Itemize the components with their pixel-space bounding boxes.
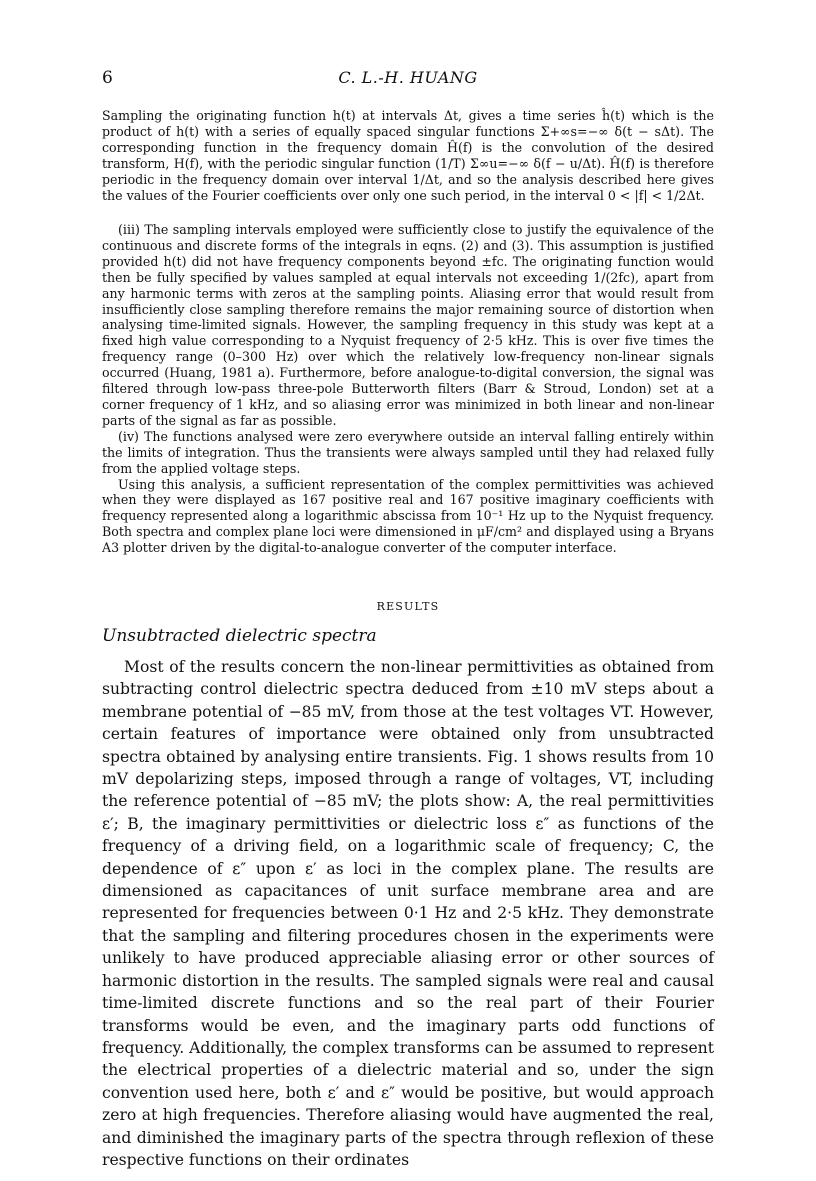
subheading-unsubtracted: Unsubtracted dielectric spectra (102, 626, 377, 646)
paragraph-sampling: Sampling the originating function h(t) at intervals Δt, gives a time series ĥ(t) which is the product of h(t) with a series of equally spaced singular functions Σ+∞s=−∞ δ(t − sΔt). The corresponding function in the frequency domain Ĥ(f) is the convolution of the desired transform, H(f), with the periodic singular function (1/T) Σ∞u=−∞ δ(f − u/Δt). Ĥ(f) is therefore periodic in the frequency domain over interval 1/Δt, and so the analysis described here gives the values of the Fourier coefficients over only one such period, in the interval 0 < |f| < 1/2Δt. (102, 108, 714, 203)
paragraph-condition-iv: (iv) The functions analysed were zero everywhere outside an interval falling entirely within the limits of integration. Thus the transients were always sampled until they had relaxed fully from the applied voltage steps. (102, 428, 714, 476)
paragraph-block-sampling (102, 108, 714, 203)
paragraph-block-conditions (102, 222, 714, 556)
running-head: C. L.-H. HUANG (338, 68, 478, 87)
page-number: 6 (102, 68, 113, 88)
page-header (102, 68, 714, 92)
paragraph-block-results (102, 656, 714, 1171)
paragraph-condition-iii: (iii) The sampling intervals employed were sufficiently close to justify the equivalence of the continuous and discrete forms of the integrals in eqns. (2) and (3). This assumption is justified provided h(t) did not have frequency components beyond ±fc. The originating function would then be fully specified by values sampled at equal intervals not exceeding 1/(2fc), apart from any harmonic terms with zeros at the sampling points. Aliasing error that would result from insufficiently close sampling therefore remains the major remaining source of distortion when analysing time-limited signals. However, the sampling frequency in this study was kept at a fixed high value corresponding to a Nyquist frequency of 2·5 kHz. This is over five times the frequency range (0–300 Hz) over which the relatively low-frequency non-linear signals occurred (Huang, 1981 a). Furthermore, before analogue-to-digital conversion, the signal was filtered through low-pass three-pole Butterworth filters (Barr & Stroud, London) set at a corner frequency of 1 kHz, and so aliasing error was minimized in both linear and non-linear parts of the signal as far as possible. (102, 222, 714, 428)
paragraph-representation: Using this analysis, a sufficient representation of the complex permittivities was achieved when they were displayed as 167 positive real and 167 positive imaginary coefficients with frequency represented along a logarithmic abscissa from 10⁻¹ Hz up to the Nyquist frequency. Both spectra and complex plane loci were dimensioned in μF/cm² and displayed using a Bryans A3 plotter driven by the digital-to-analogue converter of the computer interface. (102, 476, 714, 556)
section-heading-results: RESULTS (376, 600, 440, 613)
paragraph-results: Most of the results concern the non-linear permittivities as obtained from subtracting control dielectric spectra deduced from ±10 mV steps about a membrane potential of −85 mV, from those at the test voltages VT. However, certain features of importance were obtained only from unsubtracted spectra obtained by analysing entire transients. Fig. 1 shows results from 10 mV depolarizing steps, imposed through a range of voltages, VT, including the reference potential of −85 mV; the plots show: A, the real permittivities ε′; B, the imaginary permittivities or dielectric loss ε″ as functions of the frequency of a driving field, on a logarithmic scale of frequency; C, the dependence of ε″ upon ε′ as loci in the complex plane. The results are dimensioned as capacitances of unit surface membrane area and are represented for frequencies between 0·1 Hz and 2·5 kHz. They demonstrate that the sampling and filtering procedures chosen in the experiments were unlikely to have produced appreciable aliasing error or other sources of harmonic distortion in the results. The sampled signals were real and causal time-limited discrete functions and so the real part of their Fourier transforms would be even, and the imaginary parts odd functions of frequency. Additionally, the complex transforms can be assumed to represent the electrical properties of a dielectric material and so, under the sign convention used here, both ε′ and ε″ would be positive, but would approach zero at high frequencies. Therefore aliasing would have augmented the real, and diminished the imaginary parts of the spectra through reflexion of these respective functions on their ordinates (102, 658, 714, 1169)
